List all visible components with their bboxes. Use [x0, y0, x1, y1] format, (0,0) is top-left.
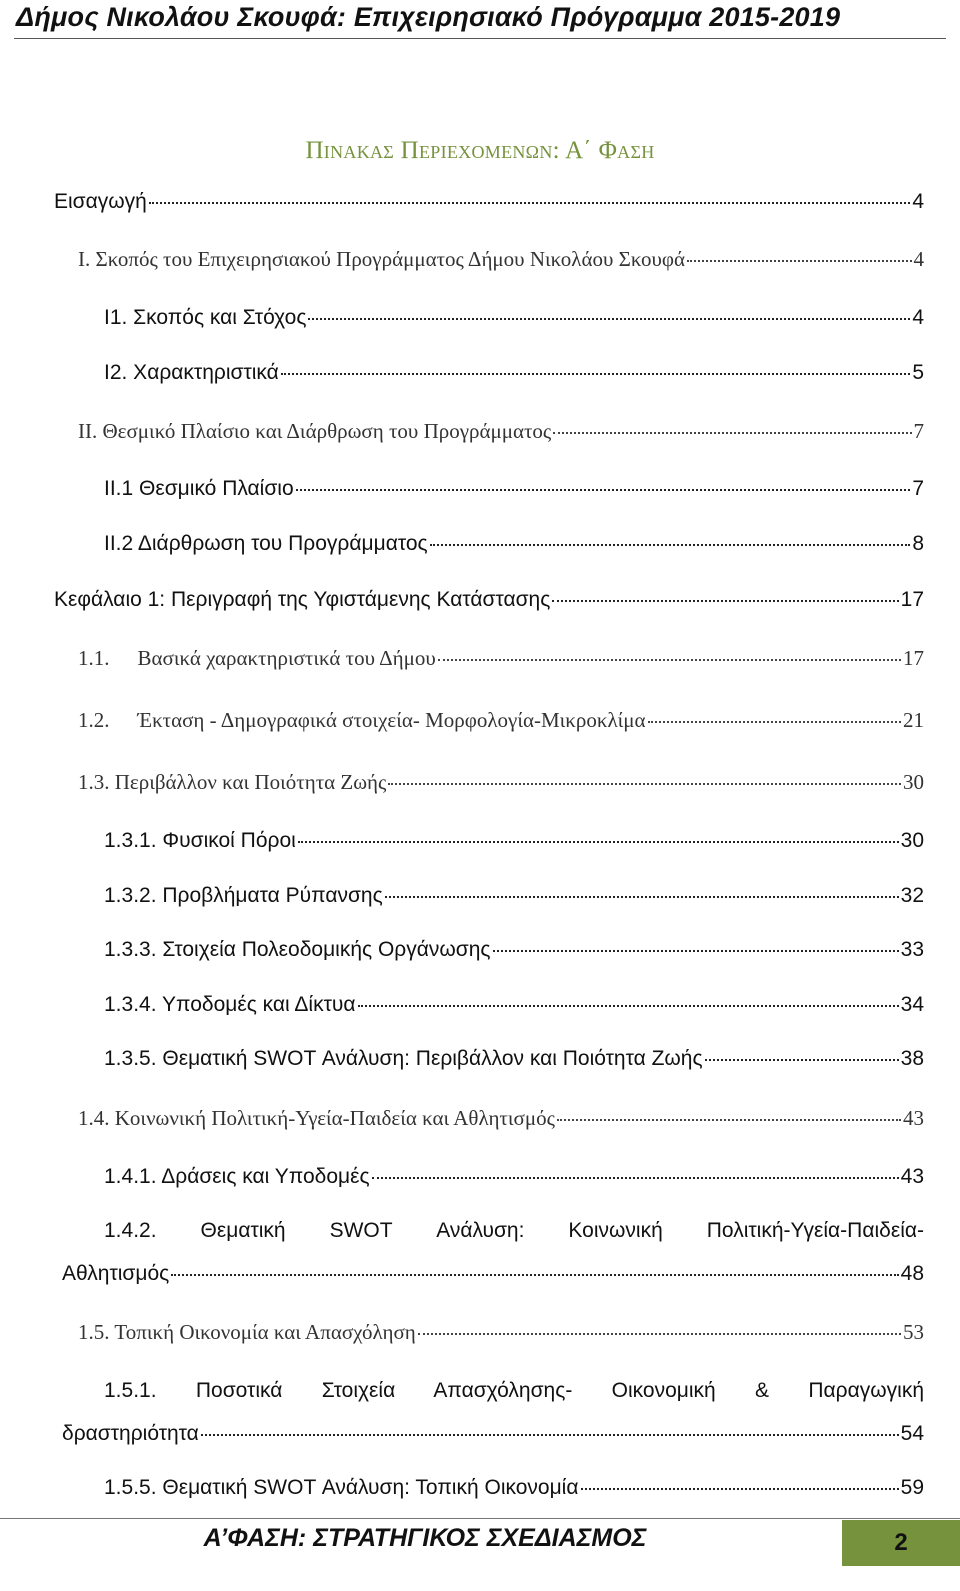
dot-leader [385, 896, 899, 898]
toc-entry[interactable] [62, 1422, 924, 1446]
toc-heading: Πινακας Περιεχομενων: Α΄ Φαση [305, 137, 655, 164]
toc-entry-label: ΙΙ.1 Θεσμικό Πλαίσιο [104, 477, 294, 500]
toc-entry[interactable] [78, 770, 924, 795]
toc-entry[interactable] [104, 306, 924, 330]
toc-entry-page: 17 [903, 646, 924, 670]
toc-entry-page: 5 [912, 361, 924, 384]
toc-entry-label: Βασικά χαρακτηριστικά του Δήμου [137, 646, 436, 670]
dot-leader [493, 950, 899, 952]
dot-leader [557, 1119, 901, 1121]
dot-leader [552, 600, 898, 602]
dot-leader [281, 373, 911, 375]
dot-leader [171, 1274, 898, 1276]
toc-entry-label: Εισαγωγή [54, 190, 147, 213]
toc-entry-first-line: 1.5.1. Ποσοτικά Στοιχεία Απασχόλησης- Οικονομική & Παραγωγική [104, 1379, 924, 1402]
dot-leader [687, 260, 912, 262]
toc-entry-page: 43 [903, 1106, 924, 1130]
page-number-badge [842, 1520, 960, 1566]
toc-entry-page: 7 [913, 419, 924, 443]
toc-entry-page: 4 [912, 190, 924, 213]
toc-entry[interactable] [104, 532, 924, 556]
dot-leader [298, 841, 899, 843]
page-number: 2 [894, 1529, 908, 1556]
toc-entry-label: δραστηριότητα [62, 1422, 199, 1445]
toc-entry-label: 1.3.1. Φυσικοί Πόροι [104, 829, 296, 852]
dot-leader [581, 1488, 899, 1490]
toc-entry-label: Ι. Σκοπός του Επιχειρησιακού Προγράμματος Δήμου Νικολάου Σκουφά [78, 247, 685, 271]
toc-entry[interactable] [78, 419, 924, 444]
dot-leader [705, 1059, 899, 1061]
toc-entry-page: 43 [900, 1165, 924, 1188]
toc-entry[interactable] [104, 477, 924, 501]
toc-entry[interactable] [104, 361, 924, 385]
toc-entry-label: 1.3.2. Προβλήματα Ρύπανσης [104, 884, 383, 907]
toc-entry-page: 4 [912, 306, 924, 329]
document-title: Δήμος Νικολάου Σκουφά: Επιχειρησιακό Πρόγραμμα 2015-2019 [16, 2, 841, 32]
toc-entry-page: 48 [900, 1262, 924, 1285]
toc-entry-page: 17 [900, 588, 924, 611]
toc-entry[interactable] [54, 588, 924, 612]
toc-entry-label: Ι1. Σκοπός και Στόχος [104, 306, 307, 329]
toc-entry-page: 4 [913, 247, 924, 271]
toc-entry-page: 33 [900, 938, 924, 961]
dot-leader [430, 544, 911, 546]
dot-leader [358, 1005, 899, 1007]
toc-entry-page: 53 [903, 1320, 924, 1344]
dot-leader [418, 1333, 901, 1335]
dot-leader [372, 1177, 899, 1179]
toc-entry[interactable] [78, 646, 924, 671]
footer-title: Α’ΦΑΣΗ: ΣΤΡΑΤΗΓΙΚΟΣ ΣΧΕΔΙΑΣΜΟΣ [203, 1524, 647, 1552]
toc-entry-label: 1.4. Κοινωνική Πολιτική-Υγεία-Παιδεία και Αθλητισμός [78, 1106, 555, 1130]
toc-entry-page: 32 [900, 884, 924, 907]
toc-entry-label: Ι2. Χαρακτηριστικά [104, 361, 279, 384]
toc-entry[interactable] [104, 1165, 924, 1189]
toc-entry-page: 7 [912, 477, 924, 500]
toc-entry-label: Έκταση - Δημογραφικά στοιχεία- Μορφολογία-Μικροκλίμα [137, 708, 646, 732]
toc-entry-first-line: 1.4.2. Θεματική SWOT Ανάλυση: Κοινωνική Πολιτική-Υγεία-Παιδεία- [104, 1219, 924, 1242]
dot-leader [648, 721, 901, 723]
toc-entry-label: 1.5. Τοπική Οικονομία και Απασχόληση [78, 1320, 416, 1344]
toc-entry[interactable] [104, 1047, 924, 1071]
toc-entry-page: 59 [900, 1476, 924, 1499]
toc-entry[interactable] [78, 247, 924, 272]
toc-entry-label: ΙΙ. Θεσμικό Πλαίσιο και Διάρθρωση του Προγράμματος [78, 419, 552, 443]
toc-entry-label: Αθλητισμός [62, 1262, 170, 1285]
toc-entry-number: 1.1. [78, 646, 110, 670]
toc-entry[interactable] [78, 1320, 924, 1345]
dot-leader [438, 659, 901, 661]
toc-entry[interactable] [78, 1106, 924, 1131]
toc-entry[interactable] [104, 829, 924, 853]
toc-entry-page: 30 [903, 770, 924, 794]
dot-leader [149, 202, 910, 204]
toc-entry-label: 1.3.3. Στοιχεία Πολεοδομικής Οργάνωσης [104, 938, 491, 961]
dot-leader [308, 318, 910, 320]
toc-entry-number: 1.2. [78, 708, 110, 732]
toc-entry-label: 1.3. Περιβάλλον και Ποιότητα Ζωής [78, 770, 387, 794]
toc-entry-label: 1.3.5. Θεματική SWOT Ανάλυση: Περιβάλλον και Ποιότητα Ζωής [104, 1047, 703, 1070]
dot-leader [553, 432, 911, 434]
toc-entry-label: 1.5.5. Θεματική SWOT Ανάλυση: Τοπική Οικονομία [104, 1476, 579, 1499]
toc-entry[interactable] [62, 1262, 924, 1286]
toc-entry-page: 34 [900, 993, 924, 1016]
footer-divider [0, 1518, 960, 1519]
dot-leader [296, 489, 911, 491]
toc-entry-label: Κεφάλαιο 1: Περιγραφή της Υφιστάμενης Κατάστασης [54, 588, 551, 611]
toc-entry-page: 21 [903, 708, 924, 732]
toc-entry-label: 1.3.4. Υποδομές και Δίκτυα [104, 993, 356, 1016]
toc-entry[interactable] [78, 708, 924, 733]
toc-entry[interactable] [104, 938, 924, 962]
toc-entry-page: 54 [900, 1422, 924, 1445]
dot-leader [388, 783, 901, 785]
toc-entry-label: 1.4.1. Δράσεις και Υποδομές [104, 1165, 370, 1188]
toc-entry[interactable] [104, 993, 924, 1017]
toc-entry-page: 30 [900, 829, 924, 852]
dot-leader [201, 1434, 899, 1436]
toc-entry[interactable] [104, 1476, 924, 1500]
toc-entry-page: 38 [900, 1047, 924, 1070]
toc-entry-label: ΙΙ.2 Διάρθρωση του Προγράμματος [104, 532, 428, 555]
toc-entry[interactable] [54, 190, 924, 214]
toc-entry-page: 8 [912, 532, 924, 555]
toc-entry[interactable] [104, 884, 924, 908]
